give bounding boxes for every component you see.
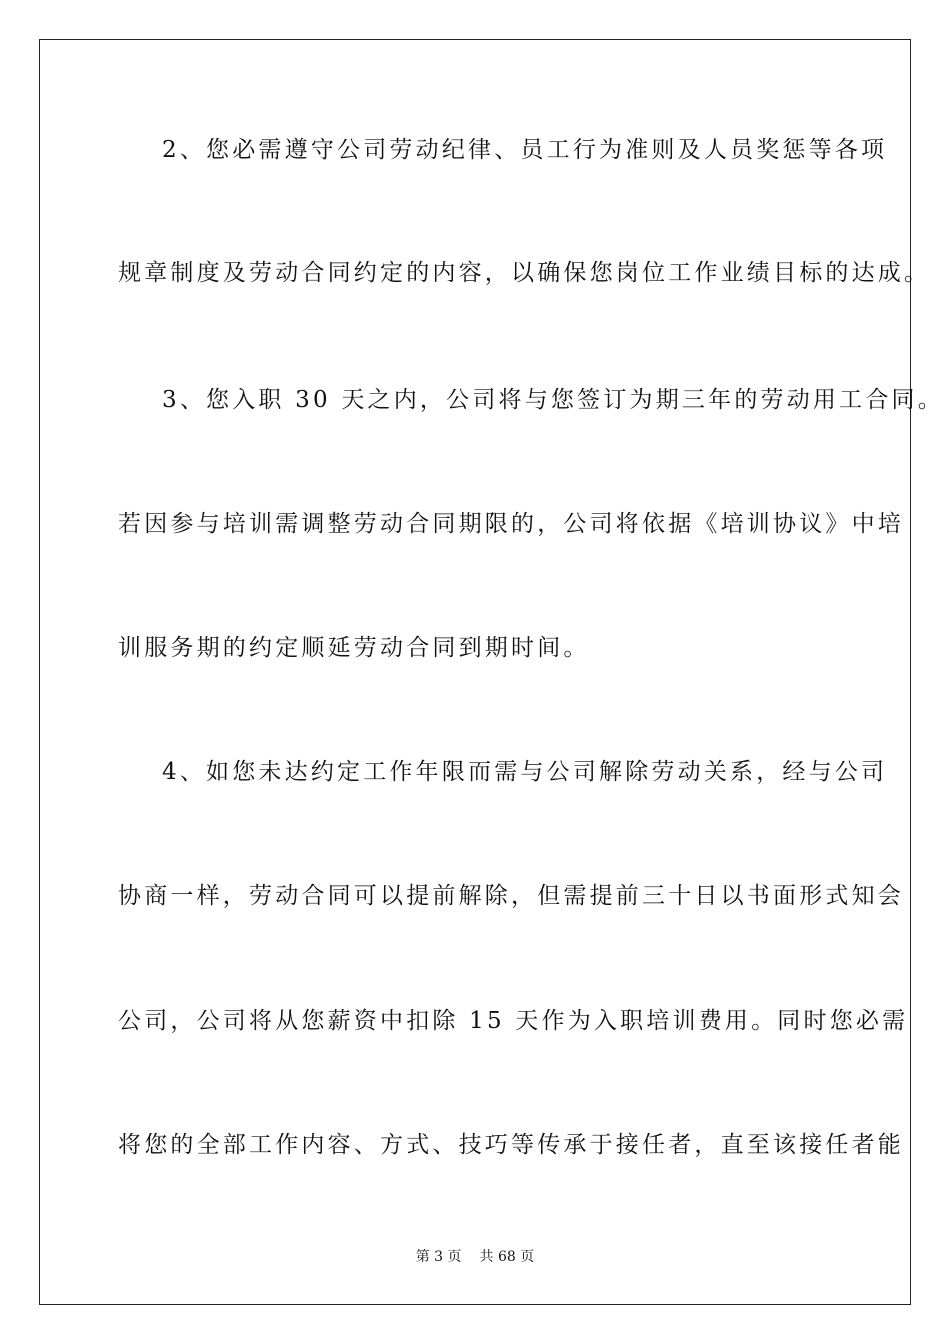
text-line-9: 将您的全部工作内容、方式、技巧等传承于接任者，直至该接任者能: [118, 1132, 904, 1158]
page-frame: [39, 39, 944, 1305]
text-line-4: 若因参与培训需调整劳动合同期限的，公司将依据《培训协议》中培: [118, 511, 904, 537]
page-total: 共 68 页: [479, 1249, 535, 1265]
text-line-7: 协商一样，劳动合同可以提前解除，但需提前三十日以书面形式知会: [118, 883, 904, 909]
text-line-3: 3、您入职 30 天之内，公司将与您签订为期三年的劳动用工合同。: [162, 387, 944, 413]
page-number: 第 3 页: [415, 1249, 462, 1265]
text-line-8: 公司，公司将从您薪资中扣除 15 天作为入职培训费用。同时您必需: [118, 1008, 909, 1034]
text-line-6: 4、如您未达约定工作年限而需与公司解除劳动关系，经与公司: [162, 759, 888, 785]
text-line-1: 2、您必需遵守公司劳动纪律、员工行为准则及人员奖惩等各项: [162, 137, 888, 163]
text-line-2: 规章制度及劳动合同约定的内容，以确保您岗位工作业绩目标的达成。: [118, 260, 931, 286]
page-footer: [0, 1246, 950, 1266]
text-line-5: 训服务期的约定顺延劳动合同到期时间。: [118, 635, 590, 661]
